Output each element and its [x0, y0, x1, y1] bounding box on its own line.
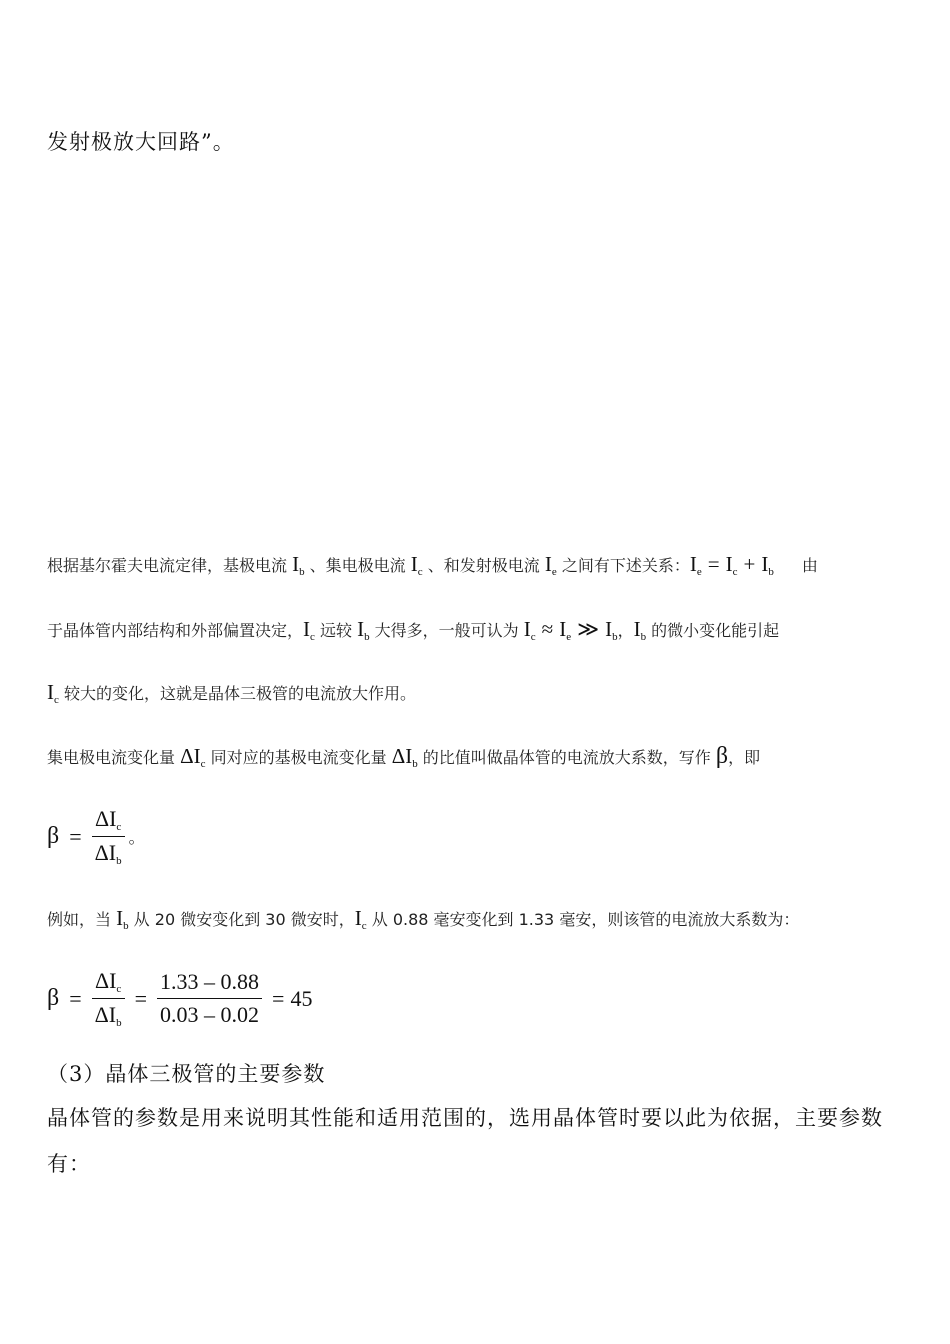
- fraction-symbolic: $\frac{\Delta I_c}{\Delta I_b}$: [92, 968, 125, 1029]
- equation-kirchhoff: $I_e = I_c + I_b$: [689, 552, 774, 578]
- paragraph-kirchhoff: 根据基尔霍夫电流定律，基极电流 $I_b$ 、集电极电流 $I_c$ 、和发射极电流 $I_e$ 之间有下述关系：$I_e = I_c + I_b$ 由: [47, 552, 818, 578]
- fraction-numeric: $\frac{1.33 - 0.88}{0.03 - 0.02}$: [157, 969, 262, 1028]
- paragraph-parameters-end: 有：: [47, 1152, 91, 1176]
- symbol-ie: $I_e$: [544, 552, 557, 578]
- symbol-delta-ic: $\Delta I_c$: [180, 744, 206, 770]
- symbol-ic: $I_c$: [303, 617, 315, 643]
- symbol-ic: $I_c$: [47, 680, 59, 706]
- symbol-ic: $I_c$: [354, 906, 367, 932]
- paragraph-beta-definition: 集电极电流变化量 $\Delta I_c$ 同对应的基极电流变化量 $\Delta I_b$ 的比值叫做晶体管的电流放大系数，写作 β，即: [47, 743, 761, 770]
- symbol-delta-ib: $\Delta I_b$: [391, 744, 418, 770]
- section-heading: （3）晶体三极管的主要参数: [47, 1062, 326, 1086]
- fraction: $\frac{\Delta I_c}{\Delta I_b}$: [92, 806, 125, 867]
- symbol-ib: $I_b$: [357, 617, 370, 643]
- symbol-beta: β: [715, 743, 729, 769]
- paragraph-amplification: $I_c$ 较大的变化，这就是晶体三极管的电流放大作用。: [47, 680, 416, 706]
- paragraph-top: [47, 126, 235, 156]
- symbol-ib: $I_b$: [633, 617, 647, 643]
- symbol-ib: $I_b$: [116, 906, 129, 932]
- paragraph-bias: 于晶体管内部结构和外部偏置决定，$I_c$ 远较 $I_b$ 大得多，一般可认为 $I_c \approx I_e$ ≫ $I_b$，$I_b$ 的微小变化能引起: [47, 617, 780, 643]
- symbol-ib: $I_b$: [292, 552, 305, 578]
- result-value: 45: [290, 985, 313, 1011]
- formula-beta-ratio: β = $\frac{\Delta I_c}{\Delta I_b}$ 。: [47, 806, 145, 867]
- equation-approx: $I_c \approx I_e$ ≫ $I_b$: [523, 617, 618, 643]
- symbol-ic: $I_c$: [410, 552, 423, 578]
- paragraph-top-text: 发射极放大回路”。: [47, 130, 235, 154]
- formula-beta-example: β = $\frac{\Delta I_c}{\Delta I_b}$ = $\frac{1.33 - 0.88}{0.03 - 0.02}$ = 45: [47, 968, 313, 1029]
- paragraph-example: 例如，当 $I_b$ 从 20 微安变化到 30 微安时，$I_c$ 从 0.88 毫安变化到 1.33 毫安，则该管的电流放大系数为：: [47, 906, 800, 932]
- paragraph-parameters: 晶体管的参数是用来说明其性能和适用范围的，选用晶体管时要以此为依据，主要参数: [47, 1106, 883, 1130]
